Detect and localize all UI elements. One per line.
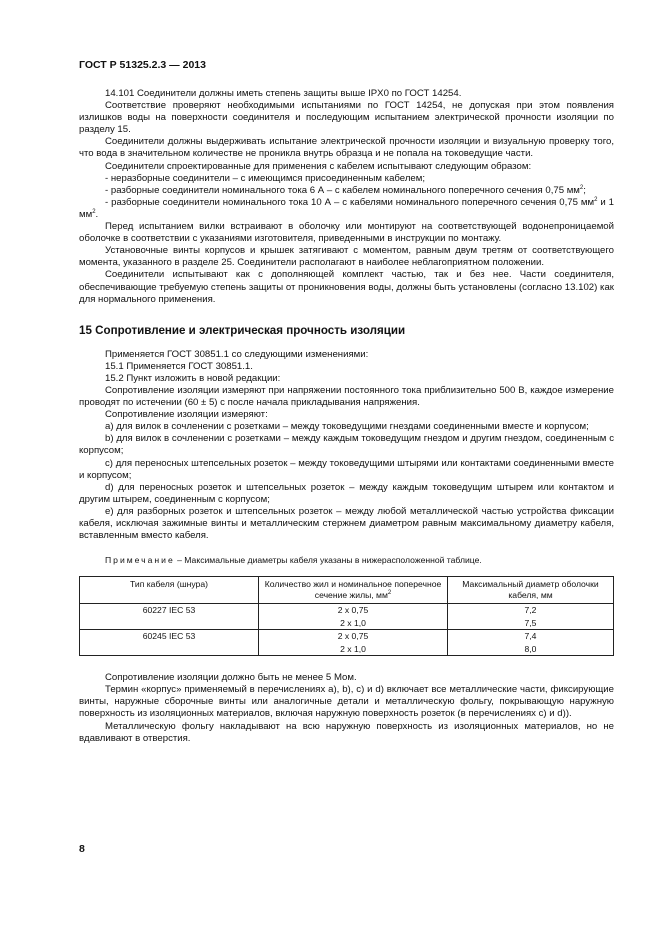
table-cell: 2 x 1,0 xyxy=(259,643,448,656)
table-header-text: Количество жил и номинальное поперечное сечение жилы, мм xyxy=(264,579,442,601)
list-item: d) для переносных розеток и штепсельных розеток – между каждым токоведущим штырем или контактом и другим штырем, соединенным с корпусом; xyxy=(79,481,614,505)
table-row xyxy=(80,604,614,617)
table-row xyxy=(80,630,614,643)
cable-diameter-table xyxy=(79,576,614,656)
document-header: ГОСТ Р 51325.2.3 — 2013 xyxy=(79,59,206,71)
section-title: 15 Сопротивление и электрическая прочность изоляции xyxy=(79,323,406,337)
table-header-cell xyxy=(259,577,448,604)
table-cell: 2 x 1,0 xyxy=(259,617,448,630)
table-cell: 60227 IEC 53 xyxy=(80,604,259,617)
list-item: - неразборные соединители – с имеющимся присоединенным кабелем; xyxy=(105,172,426,184)
table-cell: 7,2 xyxy=(448,604,614,617)
list-item: b) для вилок в сочленении с розетками – между каждым токоведущим гнездом и другим гнездом, соединенным с корпусом; xyxy=(79,433,614,457)
table-cell: 2 x 0,75 xyxy=(259,604,448,617)
superscript: 2 xyxy=(92,208,96,215)
list-item-mid: и 1 мм xyxy=(79,196,615,220)
paragraph: 15.2 Пункт изложить в новой редакции: xyxy=(105,372,281,384)
list-item: c) для переносных штепсельных розеток – между токоведущими штырями или контактами соединенными вместе и корпусом; xyxy=(79,457,614,481)
paragraph: Установочные винты корпусов и крышек затягивают с моментом, равным двум третям от соответствующего момента, указанного в разделе 25. Соединители располагают в наиболее неблагоприятном положении. xyxy=(79,245,614,269)
table-cell: 2 x 0,75 xyxy=(259,630,448,643)
table-cell: 60245 IEC 53 xyxy=(80,630,259,643)
table-cell: 7,4 xyxy=(448,630,614,643)
paragraph: Соединители спроектированные для применения с кабелем испытывают следующим образом: xyxy=(105,160,532,172)
list-item-text: - разборные соединители номинального тока 6 А – с кабелем номинального поперечного сечения 0,75 мм xyxy=(105,184,580,196)
superscript: 2 xyxy=(387,590,392,597)
paragraph: 15.1 Применяется ГОСТ 30851.1. xyxy=(105,360,253,372)
paragraph: 14.101 Соединители должны иметь степень защиты выше IPX0 по ГОСТ 14254. xyxy=(105,88,462,99)
list-item-text: - разборные соединители номинального тока 10 А – с кабелями номинального поперечного сечения 0,75 мм xyxy=(105,196,595,208)
table-header-cell: Тип кабеля (шнура) xyxy=(80,577,259,604)
note-label: Примечание xyxy=(105,555,175,566)
list-item xyxy=(79,185,614,197)
table-row xyxy=(80,643,614,656)
table-row xyxy=(80,617,614,630)
paragraph: Термин «корпус» применяемый в перечислениях a), b), c) и d) включает все металлические части, фиксирующие винты, наружные сборочные винты или аналогичные детали и металлическую фольгу, покрывающую наружную поверхность из изоляционных материалов, включая наружную поверхность розеток (в перечислениях c) и d)). xyxy=(79,684,614,720)
paragraph: Соединители должны выдерживать испытание электрической прочности изоляции и визуальную проверку того, что вода в значительном количестве не проникла внутрь образца и не попала на токоведущие части. xyxy=(79,136,614,160)
document-body xyxy=(79,88,614,745)
paragraph: Сопротивление изоляции должно быть не менее 5 Мом. xyxy=(105,672,357,684)
list-item: a) для вилок в сочленении с розетками – между токоведущими гнездами соединенными вместе и корпусом; xyxy=(105,421,589,433)
paragraph: Сопротивление изоляции измеряют при напряжении постоянного тока приблизительно 500 В, каждое измерение проводят по истечении (60 ± 5) с после начала прикладывания напряжения. xyxy=(79,384,614,409)
page-number: 8 xyxy=(79,843,85,855)
note-text: – Максимальные диаметры кабеля указаны в нижерасположенной таблице. xyxy=(174,555,482,566)
superscript: 2 xyxy=(579,184,584,191)
list-item-tail: ; xyxy=(583,184,586,196)
list-item: e) для разборных розеток и штепсельных розеток – между любой металлической частью устройства фиксации кабеля, исключая зажимные винты и металлическим стержнем диаметром равным максимальному диаметру кабеля, вставленным вместо кабеля. xyxy=(79,505,614,542)
table-cell: 8,0 xyxy=(448,643,614,656)
paragraph: Применяется ГОСТ 30851.1 со следующими изменениями: xyxy=(105,348,369,360)
paragraph: Сопротивление изоляции измеряют: xyxy=(105,409,268,421)
table-cell xyxy=(80,643,259,656)
paragraph: Соответствие проверяют необходимыми испытаниями по ГОСТ 14254, не допуская при этом появления излишков воды на поверхности соединителя и последующим испытанием электрической прочности изоляции по разделу 15. xyxy=(79,100,614,136)
superscript: 2 xyxy=(594,196,598,203)
table-cell: 7,5 xyxy=(448,617,614,630)
list-item xyxy=(79,197,614,221)
table-cell xyxy=(80,617,259,630)
table-header-row xyxy=(80,577,614,604)
list-item-tail: . xyxy=(95,208,99,220)
note xyxy=(79,555,614,566)
table-header-cell: Максимальный диаметр оболочки кабеля, мм xyxy=(448,577,614,604)
paragraph: Соединители испытывают как с дополняющей комплект частью, так и без нее. Части соединителя, обеспечивающие требуемую степень защиты от проникновения воды, должны быть установлены (согласно 13.102) как для нормального применения. xyxy=(79,269,614,305)
paragraph: Металлическую фольгу накладывают на всю наружную поверхность из изоляционных материалов, но не вдавливают в отверстия. xyxy=(79,720,614,744)
paragraph: Перед испытанием вилки встраивают в оболочку или монтируют на соответствующей водонепроницаемой оболочке в соответствии с указаниями изготовителя, приведенными в инструкции по монтажу. xyxy=(79,221,614,245)
